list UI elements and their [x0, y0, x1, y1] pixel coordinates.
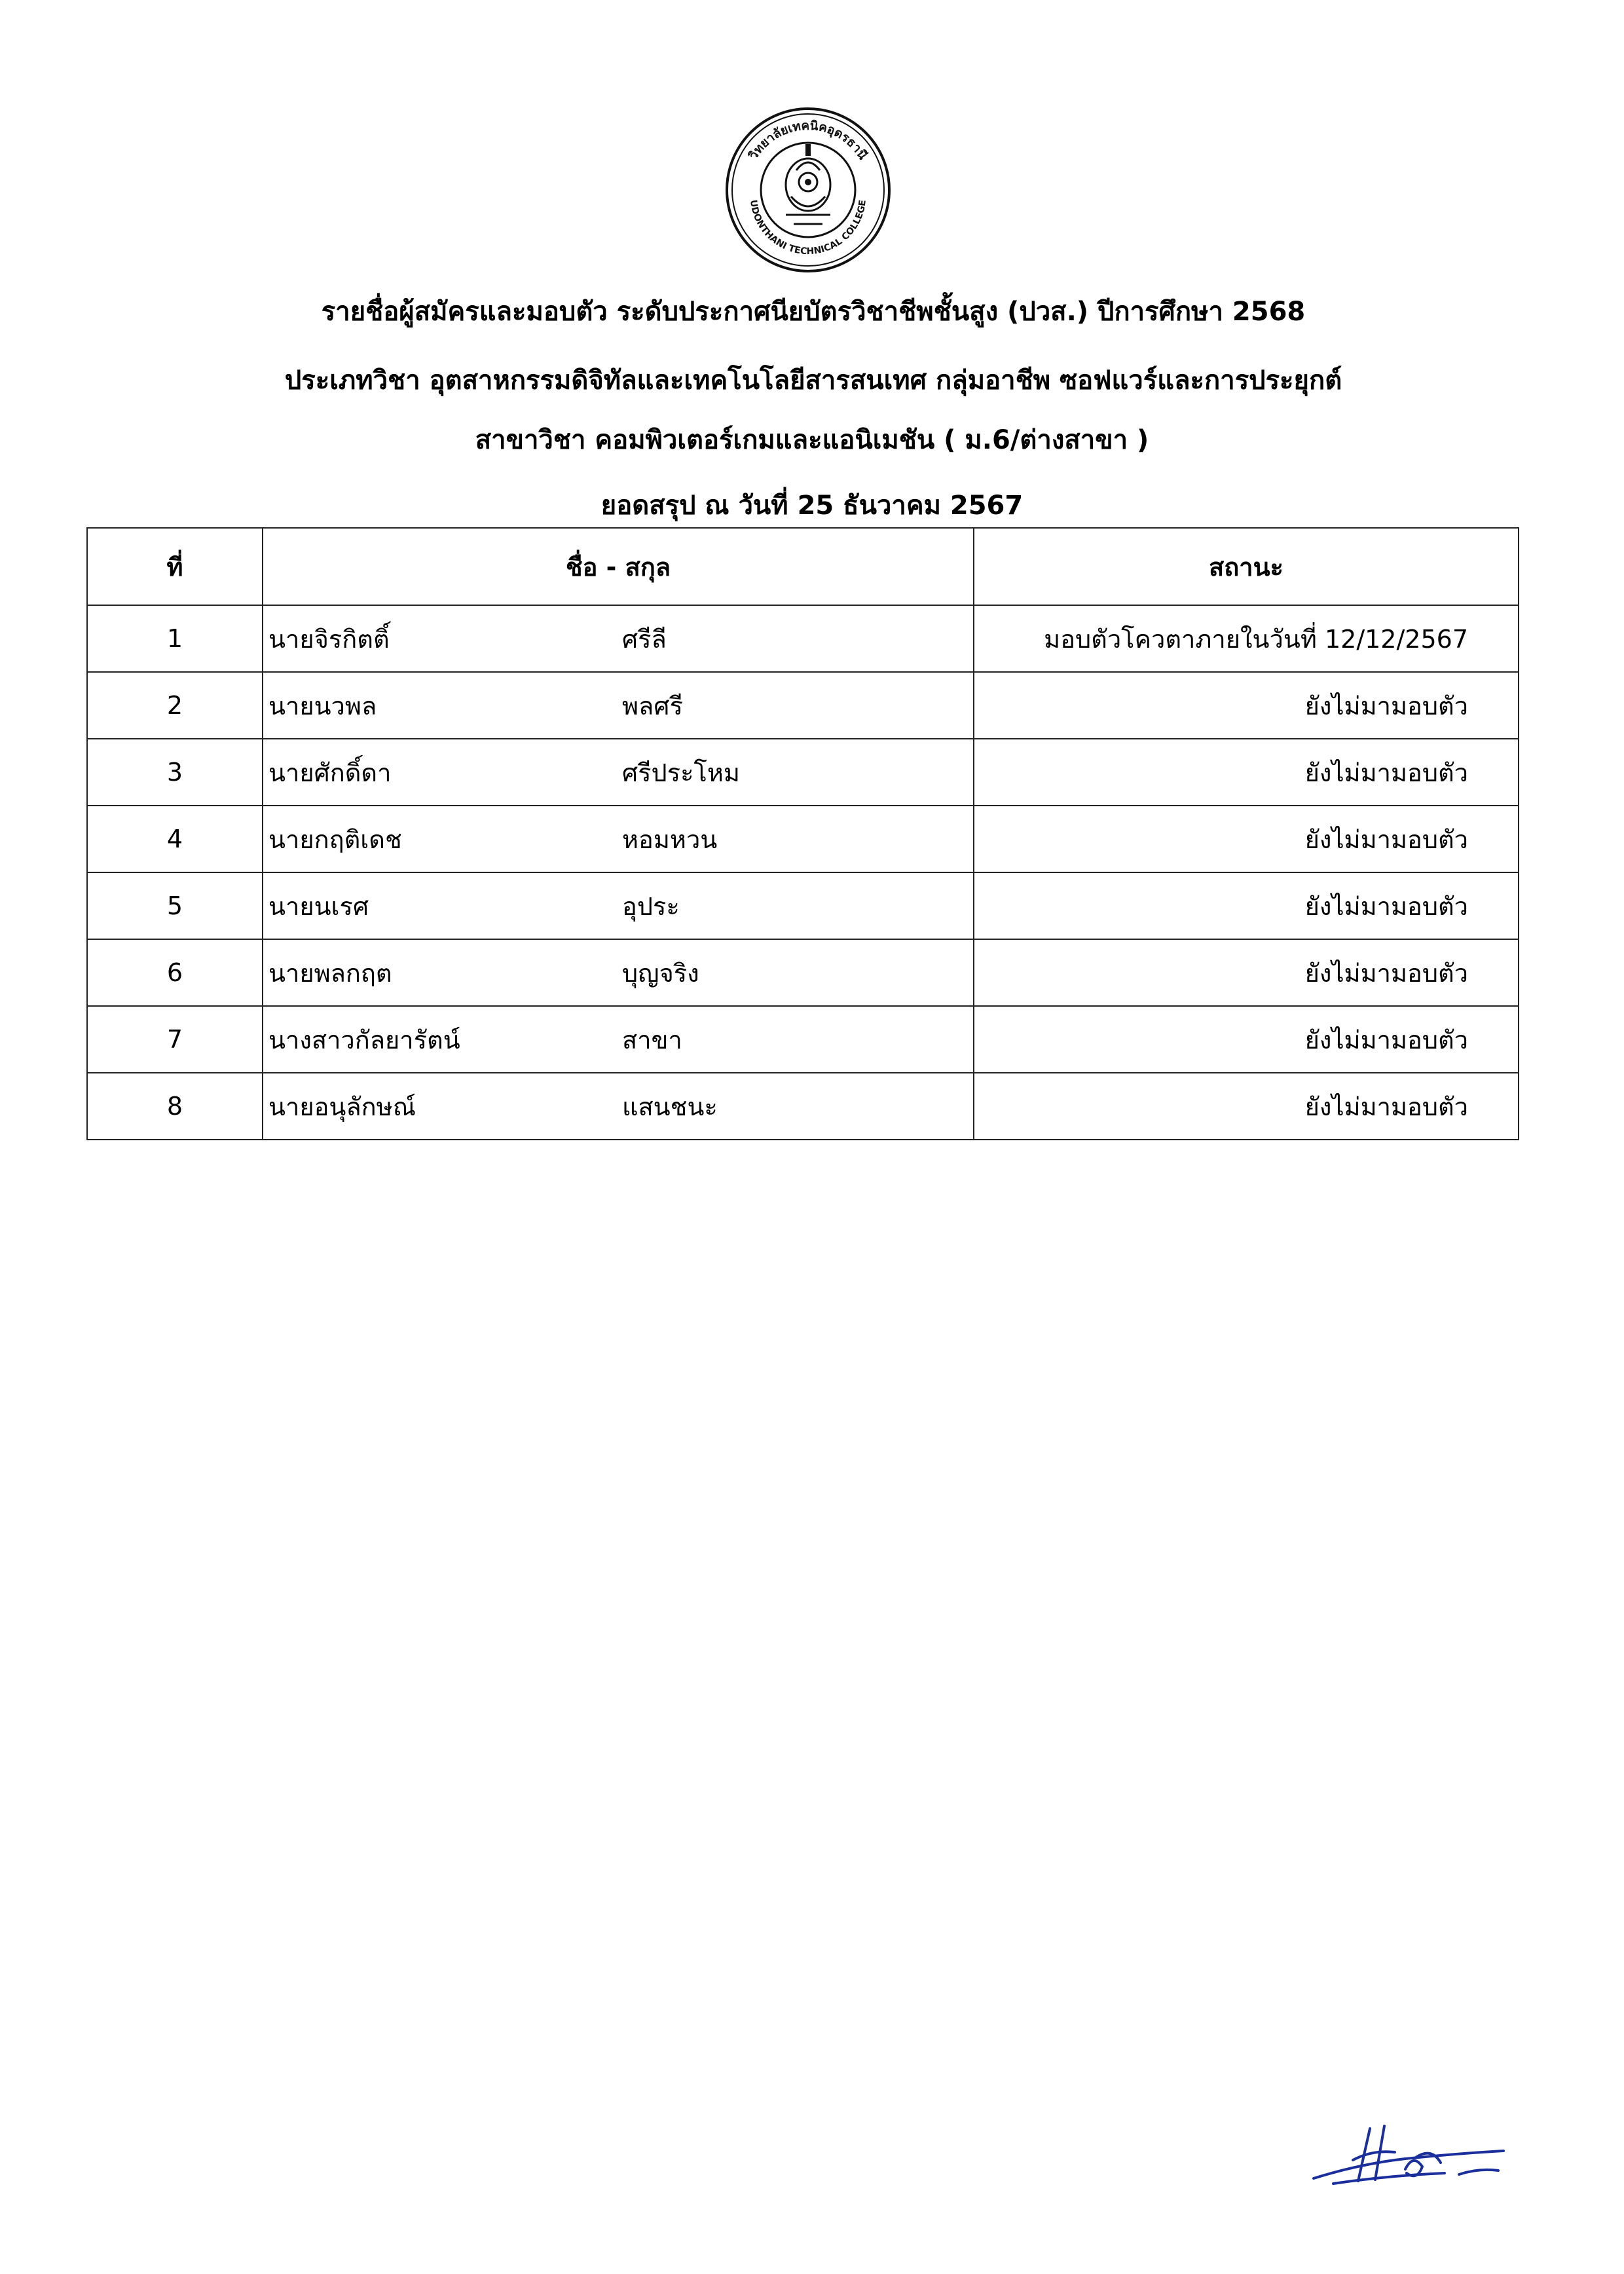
signature-mark	[1307, 2121, 1517, 2193]
row-number: 5	[87, 872, 263, 939]
last-name: สาขา	[622, 1025, 682, 1054]
row-number: 6	[87, 939, 263, 1006]
college-seal-logo	[723, 105, 893, 275]
heading-line-3: สาขาวิชา คอมพิวเตอร์เกมและแอนิเมชัน ( ม.6/ต่างสาขา )	[475, 425, 1149, 455]
heading-line-4: ยอดสรุป ณ วันที่ 25 ธันวาคม 2567	[600, 491, 1024, 521]
table-row	[87, 672, 1519, 739]
name-cell	[263, 1006, 974, 1073]
table-row	[87, 872, 1519, 939]
status-cell: มอบตัวโควตาภายในวันที่ 12/12/2567	[974, 605, 1519, 672]
column-header-name: ชื่อ - สกุล	[263, 528, 974, 605]
name-cell	[263, 739, 974, 806]
heading-line-1: รายชื่อผู้สมัครและมอบตัว ระดับประกาศนียบัตรวิชาชีพชั้นสูง (ปวส.) ปีการศึกษา 2568	[321, 297, 1306, 327]
row-number: 3	[87, 739, 263, 806]
row-number: 7	[87, 1006, 263, 1073]
table-row	[87, 739, 1519, 806]
table-row	[87, 1073, 1519, 1140]
status-cell: ยังไม่มามอบตัว	[974, 1073, 1519, 1140]
status-cell: ยังไม่มามอบตัว	[974, 1006, 1519, 1073]
table-row	[87, 806, 1519, 872]
row-number: 8	[87, 1073, 263, 1140]
table-row	[87, 605, 1519, 672]
column-header-no: ที่	[87, 528, 263, 605]
name-cell	[263, 1073, 974, 1140]
row-number: 2	[87, 672, 263, 739]
first-name: นายกฤติเดช	[268, 825, 402, 854]
last-name: ศรีประโหม	[622, 758, 740, 787]
status-cell: ยังไม่มามอบตัว	[974, 806, 1519, 872]
first-name: นายนวพล	[268, 691, 377, 720]
heading-line-2: ประเภทวิชา อุตสาหกรรมดิจิทัลและเทคโนโลยีสารสนเทศ กลุ่มอาชีพ ซอฟแวร์และการประยุกต์	[284, 365, 1342, 396]
name-cell	[263, 672, 974, 739]
last-name: ศรีลี	[622, 624, 667, 654]
seal-top-text: วิทยาลัยเทคนิคอุดรธานี	[746, 118, 870, 162]
status-cell: ยังไม่มามอบตัว	[974, 739, 1519, 806]
name-cell	[263, 605, 974, 672]
status-cell: ยังไม่มามอบตัว	[974, 672, 1519, 739]
name-cell	[263, 872, 974, 939]
first-name: นายศักดิ์ดา	[268, 758, 392, 787]
status-cell: ยังไม่มามอบตัว	[974, 939, 1519, 1006]
first-name: นางสาวกัลยารัตน์	[268, 1025, 460, 1054]
last-name: หอมหวน	[622, 825, 718, 854]
first-name: นายอนุลักษณ์	[268, 1092, 416, 1121]
first-name: นายพลกฤต	[268, 958, 392, 988]
seal-bottom-text: UDONTHANI TECHNICAL COLLEGE	[748, 199, 868, 257]
applicant-roster-table	[86, 527, 1519, 1140]
last-name: แสนชนะ	[622, 1092, 718, 1121]
last-name: อุประ	[622, 891, 680, 921]
status-cell: ยังไม่มามอบตัว	[974, 872, 1519, 939]
column-header-status: สถานะ	[974, 528, 1519, 605]
first-name: นายนเรศ	[268, 891, 369, 921]
table-header-row	[87, 528, 1519, 605]
first-name: นายจิรกิตติ์	[268, 624, 390, 654]
name-cell	[263, 806, 974, 872]
last-name: บุญจริง	[622, 958, 699, 988]
last-name: พลศรี	[622, 691, 683, 720]
row-number: 1	[87, 605, 263, 672]
table-row	[87, 1006, 1519, 1073]
table-row	[87, 939, 1519, 1006]
row-number: 4	[87, 806, 263, 872]
name-cell	[263, 939, 974, 1006]
